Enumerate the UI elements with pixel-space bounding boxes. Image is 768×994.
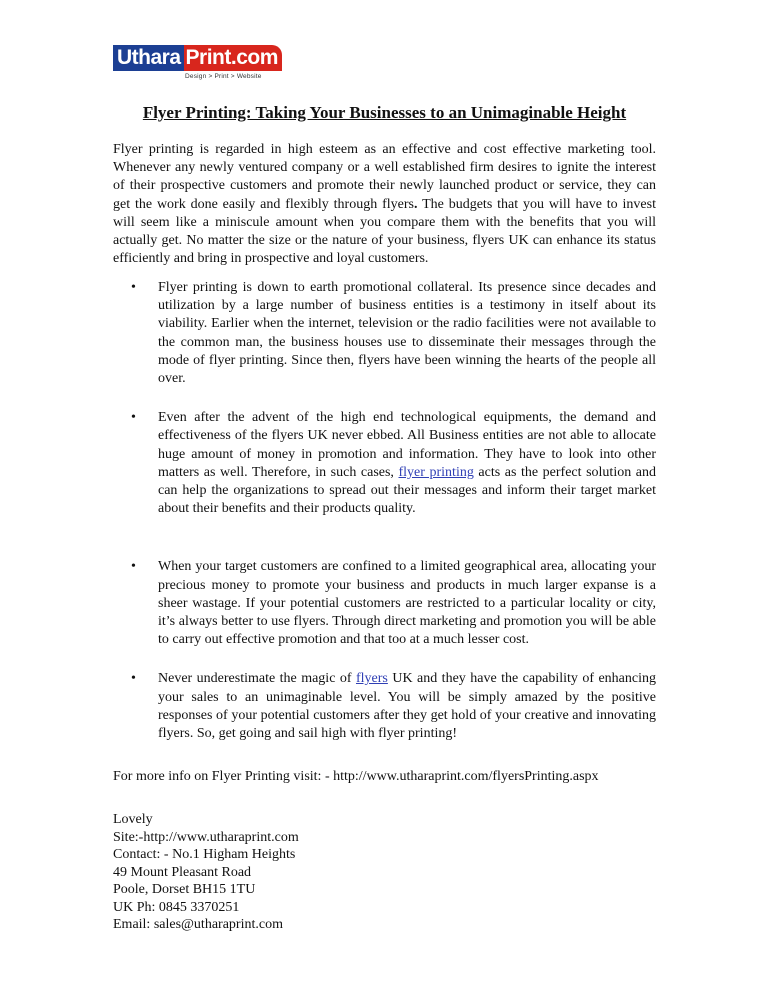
company-logo xyxy=(113,45,285,81)
bullet-text: When your target customers are confined to a limited geographical area, allocating your precious money to promote your business and products in much larger expanse is a sheer wastage. If your potential customers are restricted to a particular locality or city, it’s always better to use flyers. Through direct marketing and promotion you will be able to carry out effective promotion and that too at a much lesser cost. xyxy=(158,559,656,648)
contact-address-3: Poole, Dorset BH15 1TU xyxy=(113,882,256,897)
contact-phone: UK Ph: 0845 3370251 xyxy=(113,899,240,915)
bullet-text: UK and they have the capability of enhancing your sales to an unimaginable level. You will be simply amazed by the positive responses of your potential customers after they get hold of your creative and innovating flyers. So, get going and sail high with flyer printing! xyxy=(158,671,656,742)
logo-tagline: Design > Print > Website xyxy=(185,73,262,80)
contact-site: Site:-http://www.utharaprint.com xyxy=(113,829,299,845)
bullet-item xyxy=(113,409,656,518)
more-info-line: For more info on Flyer Printing visit: - http://www.utharaprint.com/flyersPrinting.aspx xyxy=(113,769,599,784)
intro-paragraph xyxy=(113,141,656,268)
contact-block xyxy=(113,811,299,934)
flyers-link[interactable]: flyers xyxy=(355,671,388,687)
contact-address-1: Contact: - No.1 Higham Heights xyxy=(113,847,296,862)
logo-part-print: Print.com xyxy=(184,45,282,71)
bullet-text: Even after the advent of the high end technological equipments, the demand and effectiveness of the flyers UK never ebbed. All Business entities are not able to allocate huge amount of money in promotion and information. They have to look into other matters as well. Therefore, in such cases, xyxy=(158,410,656,480)
bullet-text: acts as the perfect solution and can help the organizations to spread out their messages and inform their target market about their benefits and their products quality. xyxy=(158,464,656,517)
bullet-text: Flyer printing is down to earth promotional collateral. Its presence since decades and utilization by a large number of business entities is a testimony in itself about its viability. Earlier when the internet, television or the radio facilities were not available to the common man, the business houses use to disseminate their messages through the mode of flyer printing. Since then, flyers have been winning the hearts of the people all over. xyxy=(158,280,656,387)
logo-part-uthara: Uthara xyxy=(113,45,184,71)
intro-text-1: Flyer printing is regarded in high esteem as an effective and cost effective marketing tool. Whenever any newly ventured company or a well established firm desires to ignite the interest of their prospective customers and promote their newly launched product or service, they can get the work done easily and flexibly through flyers xyxy=(113,142,656,212)
bullet-dot: • xyxy=(131,671,136,687)
bullet-dot: • xyxy=(131,280,136,295)
bullet-item xyxy=(113,670,656,743)
contact-name: Lovely xyxy=(113,812,153,827)
contact-email: Email: sales@utharaprint.com xyxy=(113,917,283,932)
bullet-dot: • xyxy=(131,559,136,575)
bullet-text: Never underestimate the magic of xyxy=(158,671,356,687)
bullet-dot: • xyxy=(131,410,136,426)
bullet-list xyxy=(113,279,656,743)
intro-bold-period: . xyxy=(413,196,418,212)
document-title: Flyer Printing: Taking Your Businesses to an Unimaginable Height xyxy=(142,103,627,122)
bullet-item xyxy=(113,558,656,649)
intro-text-2: The budgets that you will have to invest will seem like a miniscule amount when you compare them with the benefits that you will actually get. No matter the size or the nature of your business, flyers UK can enhance its status efficiently and bring in prospective and loyal customers. xyxy=(113,196,656,267)
flyer-printing-link[interactable]: flyer printing xyxy=(398,464,474,480)
contact-address-2: 49 Mount Pleasant Road xyxy=(113,864,252,880)
logo-wordmark xyxy=(113,45,285,71)
bullet-item xyxy=(113,279,656,388)
